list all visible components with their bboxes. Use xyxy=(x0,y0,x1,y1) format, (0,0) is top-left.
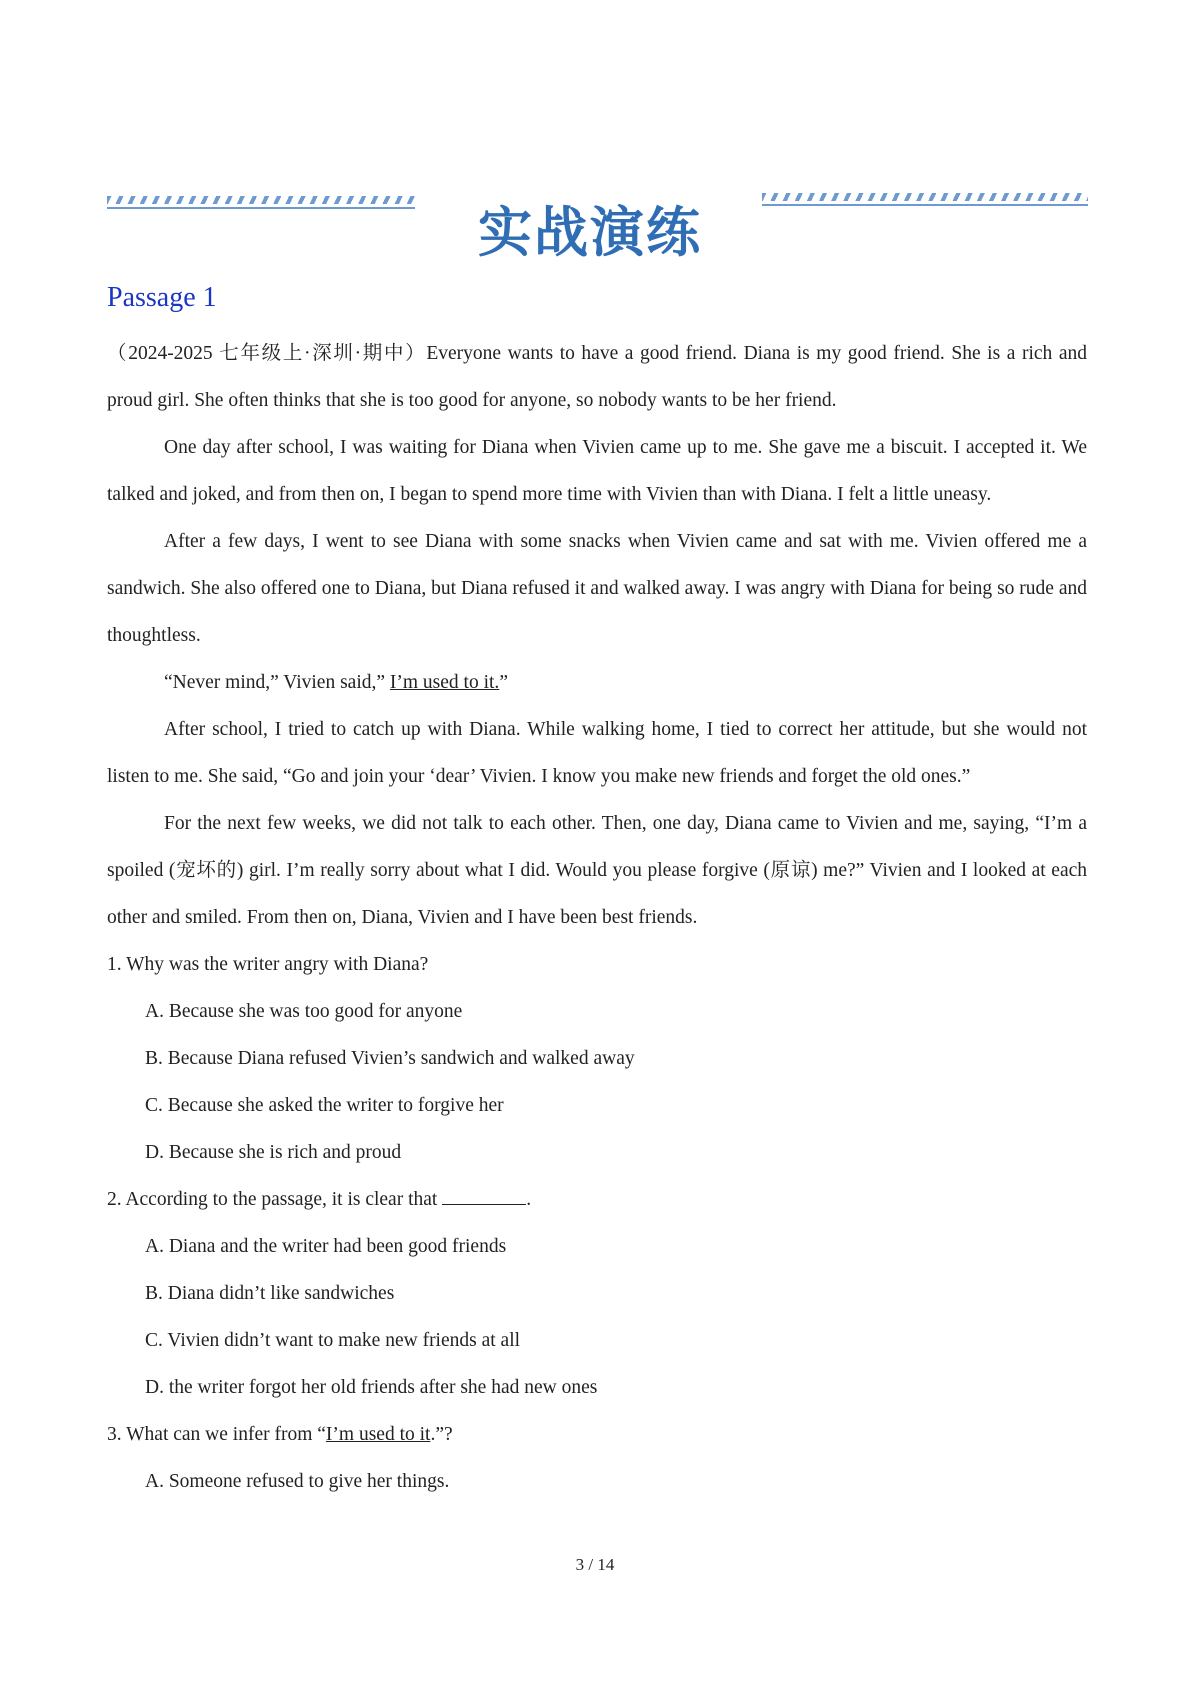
question-1-option-c: C. Because she asked the writer to forgive her xyxy=(145,1095,504,1116)
banner-title: 实战演练 xyxy=(478,201,702,264)
question-2-stem xyxy=(107,1176,1087,1223)
question-3-underlined-quote: I’m used to it xyxy=(325,1424,431,1445)
question-3-stem xyxy=(107,1411,1087,1458)
question-2-stem-text: 2. According to the passage, it is clear that xyxy=(107,1189,443,1210)
quote-close: ” xyxy=(499,672,508,693)
question-2-option-d: D. the writer forgot her old friends after she had new ones xyxy=(145,1377,598,1398)
banner-stripe-left xyxy=(107,196,415,204)
banner-line-left xyxy=(107,207,415,209)
question-3-stem-end: .”? xyxy=(430,1424,453,1445)
passage-paragraph-6: For the next few weeks, we did not talk to each other. Then, one day, Diana came to Vivien and me, saying, “I’m a spoiled (宠坏的) girl. I’m really sorry about what I did. Would you please forgive (原谅) me?” Vivien and I looked at each other and smiled. From then on, Diana, Vivien and I have been best friends. xyxy=(107,813,1087,928)
question-2-stem-end: . xyxy=(526,1189,532,1210)
question-2-option-c: C. Vivien didn’t want to make new friends at all xyxy=(145,1330,521,1351)
underlined-quote: I’m used to it. xyxy=(389,672,500,693)
document-body xyxy=(107,280,1087,1505)
question-2-option-b: B. Diana didn’t like sandwiches xyxy=(145,1283,395,1304)
passage-paragraph-2: One day after school, I was waiting for Diana when Vivien came up to me. She gave me a biscuit. I accepted it. We talked and joked, and from then on, I began to spend more time with Vivien than with Diana. I felt a little uneasy. xyxy=(107,437,1087,505)
question-1-option-d: D. Because she is rich and proud xyxy=(145,1142,402,1163)
passage-paragraph-5: After school, I tried to catch up with Diana. While walking home, I tied to correct her attitude, but she would not listen to me. She said, “Go and join your ‘dear’ Vivien. I know you make new friends and forget the old ones.” xyxy=(107,719,1087,787)
question-2-option-a: A. Diana and the writer had been good friends xyxy=(145,1236,507,1257)
passage-paragraph-1: （2024-2025 七年级上·深圳·期中）Everyone wants to have a good friend. Diana is my good friend. She is a rich and proud girl. She often thinks that she is too good for anyone, so nobody wants to be her friend. xyxy=(107,343,1087,411)
question-3-option-a: A. Someone refused to give her things. xyxy=(145,1471,450,1492)
passage-paragraph-3: After a few days, I went to see Diana with some snacks when Vivien came and sat with me. Vivien offered me a sandwich. She also offered one to Diana, but Diana refused it and walked away. I was angry with Diana for being so rude and thoughtless. xyxy=(107,531,1087,646)
quote-text: “Never mind,” Vivien said,” xyxy=(164,672,390,693)
question-1-stem: 1. Why was the writer angry with Diana? xyxy=(107,954,429,975)
question-3-stem-text: 3. What can we infer from “ xyxy=(107,1424,326,1445)
question-1-option-b: B. Because Diana refused Vivien’s sandwich and walked away xyxy=(145,1048,635,1069)
answer-blank xyxy=(442,1186,526,1205)
passage-title: Passage 1 xyxy=(107,282,217,313)
banner-stripe-right xyxy=(762,193,1088,201)
question-1-option-a: A. Because she was too good for anyone xyxy=(145,1001,463,1022)
banner-line-right xyxy=(762,204,1088,206)
page-number: 3 / 14 xyxy=(575,1555,615,1574)
section-banner xyxy=(0,190,1190,270)
passage-paragraph-4 xyxy=(107,659,1087,706)
